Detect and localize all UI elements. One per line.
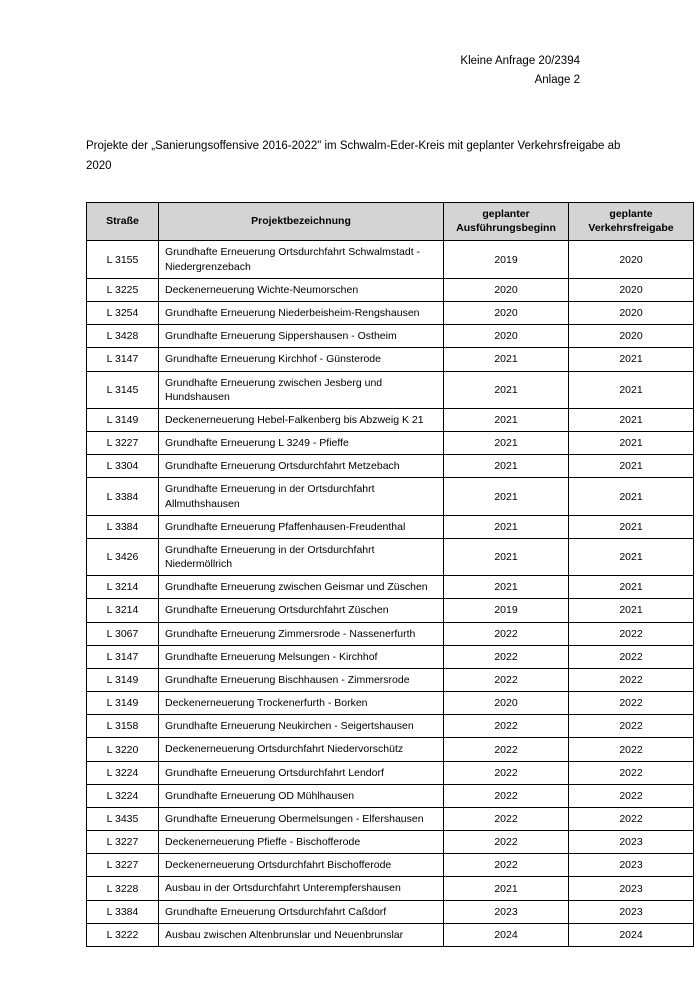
cell-street: L 3435 (87, 807, 159, 830)
cell-street: L 3428 (87, 325, 159, 348)
table-row (87, 692, 694, 715)
cell-description: Deckenerneuerung Pfieffe - Bischofferode (159, 831, 444, 854)
cell-planned-begin: 2021 (444, 408, 569, 431)
cell-street: L 3214 (87, 576, 159, 599)
table-row (87, 645, 694, 668)
cell-street: L 3145 (87, 371, 159, 408)
cell-description: Grundhafte Erneuerung Ortsdurchfahrt Schwalmstadt - Niedergrenzebach (159, 241, 444, 278)
cell-street: L 3147 (87, 348, 159, 371)
cell-planned-release: 2022 (569, 645, 694, 668)
cell-planned-release: 2021 (569, 348, 694, 371)
cell-planned-begin: 2023 (444, 900, 569, 923)
cell-planned-begin: 2021 (444, 515, 569, 538)
column-header-planned-begin-line1: geplanter (482, 208, 530, 221)
table-row (87, 325, 694, 348)
cell-planned-begin: 2019 (444, 241, 569, 278)
cell-description: Grundhafte Erneuerung L 3249 - Pfieffe (159, 432, 444, 455)
table-row (87, 278, 694, 301)
cell-street: L 3384 (87, 900, 159, 923)
document-header (56, 52, 580, 90)
cell-planned-begin: 2022 (444, 715, 569, 738)
cell-street: L 3214 (87, 599, 159, 622)
projects-table (86, 202, 694, 947)
cell-street: L 3149 (87, 668, 159, 691)
header-reference-line: Kleine Anfrage 20/2394 (460, 55, 580, 67)
cell-street: L 3227 (87, 432, 159, 455)
cell-planned-release: 2020 (569, 325, 694, 348)
cell-street: L 3225 (87, 278, 159, 301)
cell-description: Deckenerneuerung Trockenerfurth - Borken (159, 692, 444, 715)
cell-planned-begin: 2022 (444, 645, 569, 668)
cell-description: Grundhafte Erneuerung Zimmersrode - Nassenerfurth (159, 622, 444, 645)
column-header-planned-release-line2: Verkehrsfreigabe (588, 221, 674, 234)
table-row (87, 877, 694, 900)
cell-planned-release: 2024 (569, 923, 694, 946)
cell-planned-release: 2022 (569, 668, 694, 691)
cell-planned-begin: 2021 (444, 877, 569, 900)
table-header-row (87, 203, 694, 241)
table-row (87, 923, 694, 946)
cell-planned-begin: 2021 (444, 455, 569, 478)
cell-planned-release: 2020 (569, 301, 694, 324)
cell-description: Deckenerneuerung Wichte-Neumorschen (159, 278, 444, 301)
cell-description: Grundhafte Erneuerung Obermelsungen - Elfershausen (159, 807, 444, 830)
table-row (87, 900, 694, 923)
cell-planned-begin: 2021 (444, 478, 569, 515)
cell-planned-release: 2021 (569, 478, 694, 515)
header-attachment-line: Anlage 2 (534, 73, 580, 86)
cell-planned-begin: 2021 (444, 432, 569, 455)
cell-planned-begin: 2020 (444, 301, 569, 324)
cell-planned-release: 2021 (569, 538, 694, 575)
cell-planned-begin: 2022 (444, 831, 569, 854)
table-row (87, 715, 694, 738)
cell-planned-release: 2022 (569, 738, 694, 761)
cell-street: L 3224 (87, 761, 159, 784)
table-row (87, 538, 694, 575)
cell-planned-release: 2023 (569, 877, 694, 900)
table-row (87, 478, 694, 515)
cell-planned-begin: 2022 (444, 854, 569, 877)
cell-description: Grundhafte Erneuerung Melsungen - Kirchhof (159, 645, 444, 668)
column-header-planned-release-line1: geplante (609, 208, 653, 221)
table-row (87, 348, 694, 371)
column-header-street: Straße (87, 203, 159, 241)
cell-planned-begin: 2022 (444, 738, 569, 761)
cell-planned-release: 2023 (569, 854, 694, 877)
cell-planned-begin: 2022 (444, 622, 569, 645)
cell-planned-begin: 2022 (444, 784, 569, 807)
table-row (87, 301, 694, 324)
column-header-description: Projektbezeichnung (159, 203, 444, 241)
cell-street: L 3228 (87, 877, 159, 900)
column-header-planned-begin (444, 203, 569, 241)
cell-street: L 3222 (87, 923, 159, 946)
cell-planned-begin: 2022 (444, 807, 569, 830)
cell-planned-begin: 2020 (444, 325, 569, 348)
cell-planned-begin: 2021 (444, 348, 569, 371)
cell-planned-release: 2021 (569, 455, 694, 478)
cell-planned-release: 2021 (569, 576, 694, 599)
table-row (87, 761, 694, 784)
cell-description: Ausbau in der Ortsdurchfahrt Unterempfershausen (159, 877, 444, 900)
cell-street: L 3224 (87, 784, 159, 807)
cell-planned-release: 2020 (569, 241, 694, 278)
cell-description: Grundhafte Erneuerung Niederbeisheim-Rengshausen (159, 301, 444, 324)
cell-street: L 3220 (87, 738, 159, 761)
cell-description: Deckenerneuerung Ortsdurchfahrt Bischofferode (159, 854, 444, 877)
cell-description: Grundhafte Erneuerung Sippershausen - Ostheim (159, 325, 444, 348)
table-row (87, 599, 694, 622)
page-title: Projekte der „Sanierungsoffensive 2016-2022" im Schwalm-Eder-Kreis mit geplanter Verkehrsfreigabe ab 2020 (86, 139, 621, 173)
cell-planned-release: 2021 (569, 599, 694, 622)
cell-planned-release: 2021 (569, 408, 694, 431)
cell-description: Deckenerneuerung Hebel-Falkenberg bis Abzweig K 21 (159, 408, 444, 431)
table-row (87, 622, 694, 645)
table-row (87, 668, 694, 691)
cell-description: Grundhafte Erneuerung Pfaffenhausen-Freudenthal (159, 515, 444, 538)
cell-planned-begin: 2021 (444, 371, 569, 408)
cell-planned-release: 2022 (569, 761, 694, 784)
table-row (87, 408, 694, 431)
cell-description: Grundhafte Erneuerung Ortsdurchfahrt Lendorf (159, 761, 444, 784)
cell-description: Grundhafte Erneuerung in der Ortsdurchfahrt Allmuthshausen (159, 478, 444, 515)
column-header-planned-release (569, 203, 694, 241)
cell-street: L 3158 (87, 715, 159, 738)
cell-planned-begin: 2021 (444, 576, 569, 599)
table-row (87, 455, 694, 478)
table-row (87, 738, 694, 761)
cell-street: L 3304 (87, 455, 159, 478)
cell-description: Deckenerneuerung Ortsdurchfahrt Niedervorschütz (159, 738, 444, 761)
cell-street: L 3149 (87, 408, 159, 431)
cell-planned-begin: 2019 (444, 599, 569, 622)
cell-description: Grundhafte Erneuerung zwischen Geismar und Züschen (159, 576, 444, 599)
table-row (87, 784, 694, 807)
table-row (87, 831, 694, 854)
cell-description: Grundhafte Erneuerung zwischen Jesberg und Hundshausen (159, 371, 444, 408)
table-header (87, 203, 694, 241)
cell-street: L 3426 (87, 538, 159, 575)
cell-planned-begin: 2021 (444, 538, 569, 575)
cell-planned-release: 2021 (569, 371, 694, 408)
cell-planned-release: 2022 (569, 715, 694, 738)
cell-planned-begin: 2020 (444, 278, 569, 301)
cell-street: L 3384 (87, 515, 159, 538)
cell-street: L 3254 (87, 301, 159, 324)
cell-street: L 3067 (87, 622, 159, 645)
table-row (87, 807, 694, 830)
cell-description: Grundhafte Erneuerung Bischhausen - Zimmersrode (159, 668, 444, 691)
cell-planned-begin: 2022 (444, 761, 569, 784)
cell-street: L 3384 (87, 478, 159, 515)
table-row (87, 515, 694, 538)
cell-street: L 3147 (87, 645, 159, 668)
cell-description: Grundhafte Erneuerung Neukirchen - Seigertshausen (159, 715, 444, 738)
cell-planned-release: 2022 (569, 692, 694, 715)
table-row (87, 432, 694, 455)
cell-planned-release: 2023 (569, 900, 694, 923)
cell-planned-release: 2022 (569, 807, 694, 830)
cell-street: L 3227 (87, 854, 159, 877)
cell-description: Grundhafte Erneuerung Kirchhof - Günsterode (159, 348, 444, 371)
cell-description: Ausbau zwischen Altenbrunslar und Neuenbrunslar (159, 923, 444, 946)
table-row (87, 576, 694, 599)
cell-description: Grundhafte Erneuerung in der Ortsdurchfahrt Niedermöllrich (159, 538, 444, 575)
table-body (87, 241, 694, 947)
cell-planned-release: 2021 (569, 515, 694, 538)
cell-description: Grundhafte Erneuerung Ortsdurchfahrt Metzebach (159, 455, 444, 478)
cell-planned-release: 2020 (569, 278, 694, 301)
cell-planned-release: 2021 (569, 432, 694, 455)
cell-planned-begin: 2020 (444, 692, 569, 715)
table-row (87, 854, 694, 877)
table-row (87, 371, 694, 408)
cell-street: L 3155 (87, 241, 159, 278)
cell-description: Grundhafte Erneuerung OD Mühlhausen (159, 784, 444, 807)
cell-planned-begin: 2024 (444, 923, 569, 946)
cell-planned-release: 2022 (569, 622, 694, 645)
cell-street: L 3227 (87, 831, 159, 854)
cell-description: Grundhafte Erneuerung Ortsdurchfahrt Züschen (159, 599, 444, 622)
cell-street: L 3149 (87, 692, 159, 715)
cell-planned-release: 2023 (569, 831, 694, 854)
cell-description: Grundhafte Erneuerung Ortsdurchfahrt Caßdorf (159, 900, 444, 923)
cell-planned-begin: 2022 (444, 668, 569, 691)
table-row (87, 241, 694, 278)
cell-planned-release: 2022 (569, 784, 694, 807)
column-header-planned-begin-line2: Ausführungsbeginn (456, 221, 556, 234)
